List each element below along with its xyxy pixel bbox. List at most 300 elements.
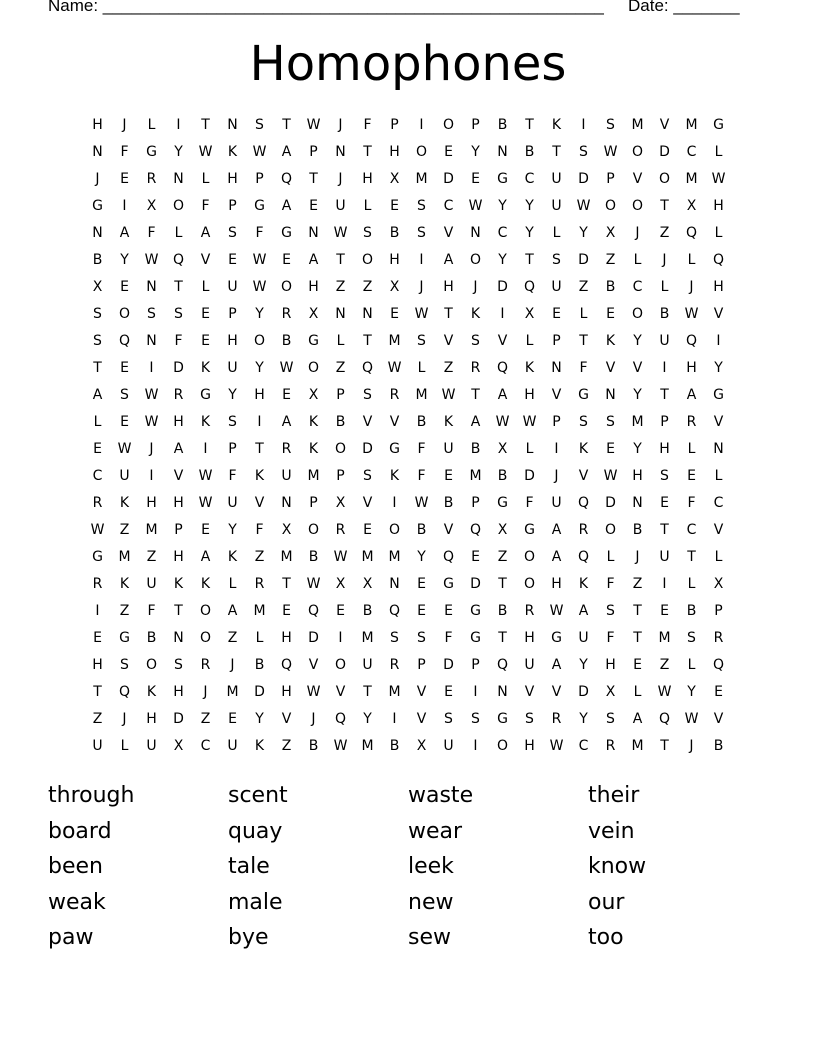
grid-letter: C xyxy=(578,737,589,754)
grid-letter: E xyxy=(390,197,399,214)
grid-letter: Q xyxy=(577,494,590,511)
grid-letter: T xyxy=(363,332,372,349)
grid-letter: Q xyxy=(685,332,698,349)
grid-letter: B xyxy=(308,548,319,565)
grid-letter: S xyxy=(363,224,372,241)
grid-letter: W xyxy=(684,710,699,727)
grid-letter: R xyxy=(686,413,697,430)
grid-letter: N xyxy=(281,494,292,511)
grid-letter: V xyxy=(443,521,454,538)
grid-letter: J xyxy=(554,467,559,484)
grid-letter: T xyxy=(174,278,183,295)
grid-letter: S xyxy=(93,332,102,349)
grid-letter: W xyxy=(495,413,510,430)
grid-letter: D xyxy=(443,170,454,187)
grid-letter: Q xyxy=(280,170,293,187)
grid-letter: L xyxy=(660,278,669,295)
grid-letter: K xyxy=(227,548,238,565)
grid-letter: B xyxy=(308,737,319,754)
grid-letter: Q xyxy=(712,656,725,673)
grid-letter: E xyxy=(444,602,453,619)
grid-letter: Y xyxy=(687,683,696,700)
grid-letter: P xyxy=(255,170,264,187)
grid-letter: G xyxy=(389,440,400,457)
grid-letter: O xyxy=(307,521,320,538)
grid-letter: E xyxy=(687,467,696,484)
grid-letter: Y xyxy=(579,656,588,673)
grid-letter: G xyxy=(470,629,481,646)
grid-letter: T xyxy=(93,683,102,700)
grid-letter: F xyxy=(255,224,264,241)
grid-letter: L xyxy=(687,251,696,268)
grid-letter: W xyxy=(117,440,132,457)
grid-letter: E xyxy=(93,440,102,457)
grid-letter: R xyxy=(713,629,724,646)
grid-letter: M xyxy=(307,467,320,484)
grid-letter: X xyxy=(605,683,616,700)
grid-letter: K xyxy=(254,737,265,754)
grid-letter: B xyxy=(659,305,670,322)
grid-letter: N xyxy=(551,359,562,376)
grid-letter: E xyxy=(444,683,453,700)
grid-letter: W xyxy=(144,251,159,268)
grid-letter: L xyxy=(579,305,588,322)
grid-letter: Q xyxy=(280,656,293,673)
grid-letter: N xyxy=(146,278,157,295)
grid-letter: U xyxy=(146,737,157,754)
grid-letter: H xyxy=(551,575,562,592)
grid-letter: W xyxy=(549,602,564,619)
grid-letter: N xyxy=(146,332,157,349)
grid-letter: W xyxy=(684,305,699,322)
grid-letter: L xyxy=(120,737,129,754)
grid-letter: Z xyxy=(659,224,670,241)
grid-letter: W xyxy=(576,197,591,214)
grid-letter: S xyxy=(471,332,480,349)
grid-letter: K xyxy=(173,575,184,592)
grid-letter: L xyxy=(714,467,723,484)
grid-letter: Y xyxy=(228,521,237,538)
grid-letter: H xyxy=(524,386,535,403)
grid-letter: T xyxy=(309,170,318,187)
grid-letter: J xyxy=(689,278,694,295)
grid-letter: G xyxy=(551,629,562,646)
grid-letter: J xyxy=(95,170,100,187)
grid-letter: Z xyxy=(497,548,508,565)
grid-letter: F xyxy=(147,602,156,619)
grid-letter: K xyxy=(578,440,589,457)
grid-letter: H xyxy=(659,440,670,457)
grid-letter: V xyxy=(713,305,724,322)
grid-letter: V xyxy=(497,332,508,349)
grid-letter: J xyxy=(122,710,127,727)
grid-letter: H xyxy=(173,413,184,430)
grid-letter: A xyxy=(227,602,238,619)
grid-letter: A xyxy=(308,251,319,268)
grid-letter: R xyxy=(524,602,535,619)
grid-letter: R xyxy=(173,386,184,403)
grid-letter: S xyxy=(660,467,669,484)
grid-letter: O xyxy=(496,737,509,754)
grid-letter: U xyxy=(551,170,562,187)
grid-letter: U xyxy=(659,332,670,349)
grid-letter: W xyxy=(414,305,429,322)
grid-letter: I xyxy=(338,629,343,646)
grid-letter: I xyxy=(473,737,478,754)
grid-letter: P xyxy=(309,143,318,160)
grid-letter: T xyxy=(660,386,669,403)
grid-letter: P xyxy=(471,116,480,133)
grid-letter: L xyxy=(147,116,156,133)
grid-letter: O xyxy=(199,602,212,619)
grid-letter: O xyxy=(280,278,293,295)
grid-letter: B xyxy=(497,602,508,619)
grid-letter: N xyxy=(470,224,481,241)
grid-letter: J xyxy=(635,224,640,241)
word-list-item: board xyxy=(48,818,112,844)
grid-letter: P xyxy=(309,494,318,511)
grid-letter: I xyxy=(419,251,424,268)
grid-letter: U xyxy=(551,278,562,295)
grid-letter: E xyxy=(471,548,480,565)
grid-letter: Z xyxy=(605,251,616,268)
grid-letter: C xyxy=(632,278,643,295)
grid-letter: E xyxy=(120,413,129,430)
grid-letter: E xyxy=(120,278,129,295)
grid-letter: F xyxy=(174,332,183,349)
word-list xyxy=(48,778,768,956)
word-list-item: bye xyxy=(228,925,269,950)
grid-letter: N xyxy=(92,224,103,241)
grid-letter: U xyxy=(119,467,130,484)
grid-letter: Y xyxy=(579,224,588,241)
grid-letter: Z xyxy=(92,710,103,727)
grid-letter: A xyxy=(443,251,454,268)
grid-letter: N xyxy=(173,170,184,187)
grid-letter: S xyxy=(417,197,426,214)
grid-letter: I xyxy=(203,440,208,457)
grid-letter: Y xyxy=(471,143,480,160)
grid-letter: V xyxy=(389,413,400,430)
grid-letter: A xyxy=(119,224,130,241)
grid-letter: X xyxy=(308,305,319,322)
grid-letter: T xyxy=(471,386,480,403)
grid-letter: H xyxy=(686,359,697,376)
grid-letter: P xyxy=(336,467,345,484)
grid-letter: R xyxy=(92,494,103,511)
grid-letter: M xyxy=(631,413,644,430)
grid-letter: G xyxy=(497,170,508,187)
grid-letter: D xyxy=(605,494,616,511)
grid-letter: P xyxy=(552,332,561,349)
word-list-item: waste xyxy=(408,783,474,808)
grid-letter: J xyxy=(419,278,424,295)
grid-letter: H xyxy=(146,494,157,511)
grid-letter: N xyxy=(605,386,616,403)
grid-letter: W xyxy=(252,251,267,268)
grid-letter: T xyxy=(687,548,696,565)
grid-letter: M xyxy=(415,170,428,187)
grid-letter: M xyxy=(415,386,428,403)
grid-letter: E xyxy=(282,386,291,403)
grid-letter: T xyxy=(525,251,534,268)
grid-letter: Q xyxy=(172,251,185,268)
grid-letter: V xyxy=(632,359,643,376)
grid-letter: V xyxy=(524,683,535,700)
grid-letter: A xyxy=(551,656,562,673)
grid-letter: V xyxy=(362,413,373,430)
grid-letter: N xyxy=(497,683,508,700)
grid-letter: Y xyxy=(363,710,372,727)
grid-letter: Y xyxy=(525,224,534,241)
grid-letter: S xyxy=(174,305,183,322)
grid-letter: X xyxy=(686,197,697,214)
grid-letter: K xyxy=(146,683,157,700)
grid-letter: B xyxy=(254,656,265,673)
grid-letter: L xyxy=(687,656,696,673)
grid-letter: L xyxy=(336,332,345,349)
grid-letter: W xyxy=(252,143,267,160)
grid-letter: B xyxy=(443,494,454,511)
grid-letter: O xyxy=(334,440,347,457)
grid-letter: M xyxy=(361,737,374,754)
grid-letter: Z xyxy=(335,359,346,376)
grid-letter: V xyxy=(362,494,373,511)
grid-letter: Z xyxy=(146,548,157,565)
grid-letter: A xyxy=(551,521,562,538)
grid-letter: K xyxy=(578,575,589,592)
grid-letter: O xyxy=(631,197,644,214)
grid-letter: R xyxy=(281,305,292,322)
grid-letter: U xyxy=(281,467,292,484)
grid-letter: C xyxy=(524,170,535,187)
grid-letter: Z xyxy=(254,548,265,565)
grid-letter: V xyxy=(632,170,643,187)
grid-letter: P xyxy=(606,170,615,187)
grid-letter: Q xyxy=(118,332,131,349)
grid-letter: A xyxy=(578,602,589,619)
grid-letter: G xyxy=(470,602,481,619)
grid-letter: I xyxy=(662,359,667,376)
grid-letter: E xyxy=(282,602,291,619)
grid-letter: U xyxy=(524,656,535,673)
grid-letter: X xyxy=(335,494,346,511)
grid-letter: Z xyxy=(200,710,211,727)
grid-letter: N xyxy=(92,143,103,160)
grid-letter: W xyxy=(252,278,267,295)
grid-letter: M xyxy=(685,170,698,187)
grid-letter: C xyxy=(497,224,508,241)
grid-letter: V xyxy=(443,224,454,241)
grid-letter: F xyxy=(147,224,156,241)
grid-letter: U xyxy=(578,629,589,646)
grid-letter: E xyxy=(633,656,642,673)
grid-letter: E xyxy=(282,251,291,268)
grid-letter: Q xyxy=(361,359,374,376)
grid-letter: K xyxy=(200,359,211,376)
grid-letter: L xyxy=(255,629,264,646)
grid-letter: R xyxy=(200,656,211,673)
grid-letter: P xyxy=(471,656,480,673)
grid-letter: K xyxy=(605,332,616,349)
grid-letter: Q xyxy=(496,656,509,673)
grid-letter: G xyxy=(200,386,211,403)
grid-letter: I xyxy=(662,575,667,592)
grid-letter: K xyxy=(227,143,238,160)
grid-letter: Y xyxy=(417,548,426,565)
grid-letter: Q xyxy=(658,710,671,727)
grid-letter: H xyxy=(254,386,265,403)
grid-letter: D xyxy=(578,251,589,268)
word-list-item: sew xyxy=(408,925,451,950)
grid-letter: O xyxy=(442,116,455,133)
grid-letter: O xyxy=(145,656,158,673)
grid-letter: E xyxy=(471,170,480,187)
grid-letter: Q xyxy=(523,278,536,295)
grid-letter: G xyxy=(92,548,103,565)
grid-letter: F xyxy=(687,494,696,511)
grid-letter: V xyxy=(281,710,292,727)
grid-letter: X xyxy=(605,224,616,241)
grid-letter: W xyxy=(333,224,348,241)
grid-letter: B xyxy=(497,116,508,133)
word-list-item: our xyxy=(588,889,625,915)
grid-letter: L xyxy=(201,278,210,295)
grid-letter: L xyxy=(174,224,183,241)
grid-letter: T xyxy=(174,602,183,619)
grid-letter: K xyxy=(200,575,211,592)
grid-letter: E xyxy=(444,143,453,160)
grid-letter: I xyxy=(473,683,478,700)
grid-letter: S xyxy=(120,386,129,403)
grid-letter: Q xyxy=(334,710,347,727)
grid-letter: S xyxy=(579,143,588,160)
grid-letter: F xyxy=(579,359,588,376)
grid-letter: A xyxy=(686,386,697,403)
grid-letter: H xyxy=(281,629,292,646)
grid-letter: O xyxy=(658,170,671,187)
grid-letter: E xyxy=(660,602,669,619)
grid-letter: G xyxy=(497,494,508,511)
grid-letter: S xyxy=(93,305,102,322)
grid-letter: N xyxy=(335,305,346,322)
grid-letter: Q xyxy=(388,602,401,619)
word-list-item: their xyxy=(588,783,640,808)
grid-letter: R xyxy=(389,386,400,403)
grid-letter: X xyxy=(335,575,346,592)
grid-letter: E xyxy=(93,629,102,646)
grid-letter: J xyxy=(311,710,316,727)
grid-letter: R xyxy=(578,521,589,538)
grid-letter: U xyxy=(551,197,562,214)
grid-letter: E xyxy=(336,602,345,619)
grid-letter: D xyxy=(470,575,481,592)
grid-letter: X xyxy=(497,440,508,457)
grid-letter: L xyxy=(687,440,696,457)
grid-letter: O xyxy=(631,143,644,160)
grid-letter: E xyxy=(417,575,426,592)
grid-letter: S xyxy=(228,413,237,430)
grid-letter: S xyxy=(606,413,615,430)
grid-letter: W xyxy=(333,548,348,565)
grid-letter: N xyxy=(335,143,346,160)
grid-letter: P xyxy=(660,413,669,430)
grid-letter: V xyxy=(551,386,562,403)
grid-letter: I xyxy=(122,197,127,214)
grid-letter: Y xyxy=(579,710,588,727)
grid-letter: W xyxy=(657,683,672,700)
grid-letter: W xyxy=(198,494,213,511)
grid-letter: A xyxy=(497,386,508,403)
grid-letter: Z xyxy=(632,575,643,592)
grid-letter: M xyxy=(361,629,374,646)
grid-letter: F xyxy=(606,575,615,592)
grid-letter: T xyxy=(633,602,642,619)
grid-letter: E xyxy=(660,494,669,511)
grid-letter: H xyxy=(443,278,454,295)
grid-letter: M xyxy=(658,629,671,646)
grid-letter: D xyxy=(308,629,319,646)
word-list-item: paw xyxy=(48,925,94,950)
grid-letter: Z xyxy=(362,278,373,295)
grid-letter: W xyxy=(441,386,456,403)
grid-letter: G xyxy=(443,575,454,592)
grid-letter: I xyxy=(392,710,397,727)
grid-letter: B xyxy=(92,251,103,268)
grid-letter: O xyxy=(523,548,536,565)
grid-letter: L xyxy=(552,224,561,241)
grid-letter: N xyxy=(632,494,643,511)
grid-letter: D xyxy=(497,278,508,295)
grid-letter: K xyxy=(308,440,319,457)
word-list-item: scent xyxy=(228,783,288,808)
grid-letter: M xyxy=(361,548,374,565)
grid-letter: E xyxy=(417,602,426,619)
grid-letter: L xyxy=(714,143,723,160)
grid-letter: F xyxy=(201,197,210,214)
grid-letter: H xyxy=(281,683,292,700)
grid-letter: T xyxy=(633,629,642,646)
grid-letter: V xyxy=(335,683,346,700)
grid-letter: W xyxy=(279,359,294,376)
grid-letter: K xyxy=(551,116,562,133)
grid-letter: B xyxy=(497,467,508,484)
grid-letter: G xyxy=(254,197,265,214)
grid-letter: W xyxy=(549,737,564,754)
grid-letter: T xyxy=(579,332,588,349)
grid-letter: V xyxy=(659,116,670,133)
grid-letter: Y xyxy=(228,386,237,403)
grid-letter: V xyxy=(200,251,211,268)
grid-letter: B xyxy=(416,413,427,430)
grid-letter: P xyxy=(228,305,237,322)
grid-letter: O xyxy=(604,521,617,538)
grid-letter: M xyxy=(388,548,401,565)
grid-letter: F xyxy=(255,521,264,538)
grid-letter: S xyxy=(687,629,696,646)
grid-letter: F xyxy=(120,143,129,160)
grid-letter: B xyxy=(281,332,292,349)
grid-letter: W xyxy=(306,116,321,133)
grid-letter: U xyxy=(443,737,454,754)
grid-letter: J xyxy=(689,737,694,754)
grid-letter: H xyxy=(605,656,616,673)
grid-letter: L xyxy=(633,683,642,700)
grid-letter: L xyxy=(363,197,372,214)
grid-letter: B xyxy=(713,737,724,754)
grid-letter: G xyxy=(92,197,103,214)
grid-letter: F xyxy=(606,629,615,646)
